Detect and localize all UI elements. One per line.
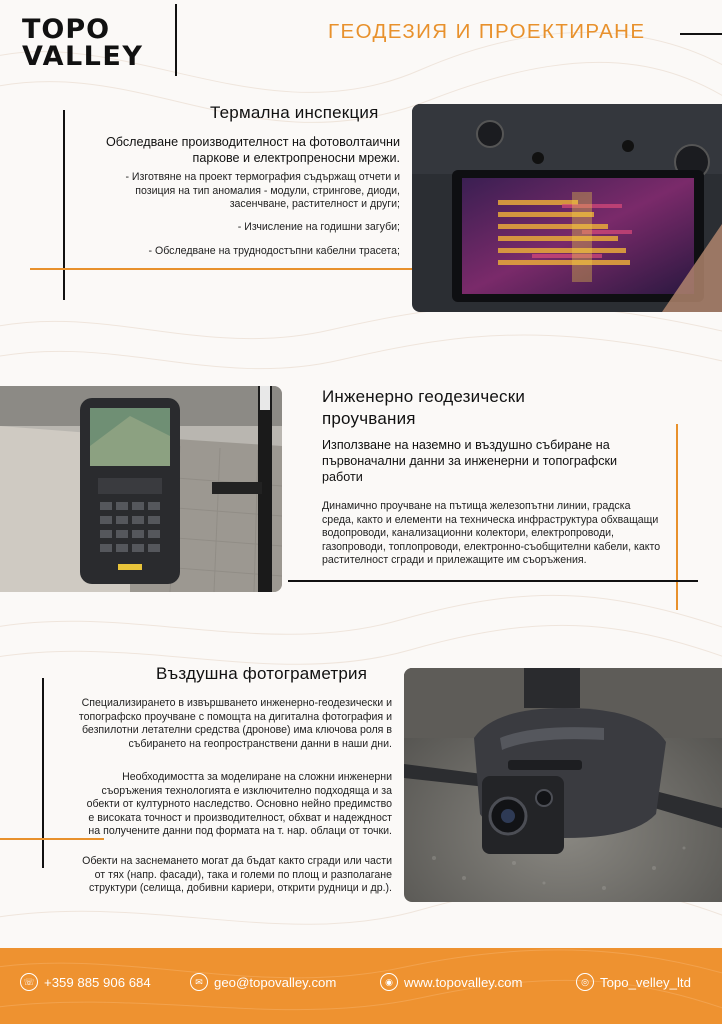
section3-title: Въздушна фотограметрия — [156, 664, 368, 683]
section1-hline — [30, 268, 438, 270]
section1-bullet-3: - Обследване на труднодостъпни кабелни трасета; — [148, 245, 400, 257]
section3-hline — [0, 838, 104, 840]
website-url: www.topovalley.com — [404, 974, 523, 990]
section2-lead: Използване на наземно и въздушно събиране на първоначални данни за инженерни и топографски работи — [322, 438, 618, 484]
footer-social[interactable] — [576, 973, 691, 991]
email-icon: ✉ — [190, 973, 208, 991]
section3-paragraph-2: Необходимостта за моделиране на сложни инженерни съоръжения технологията е изключително подходяща и за обекти от културното наследство. Основно нейно предимство е високата точност и производителност, обхват и надеждност на получените данни под формата на т. нар. облаци от точки. — [86, 771, 392, 838]
drone-photo — [404, 668, 722, 902]
section2-body: Динамично проучване на пътища железопътни линии, градска среда, както и елементи на техническа инфраструктура обхващащи водопроводи, канализационни колектори, електропроводи, газопроводи, топлопроводи, електронно-съобщителни кабели, както растителност сгради и прилежащите им съоръжения. — [322, 500, 661, 567]
footer-website[interactable] — [380, 973, 523, 991]
instagram-icon: ◎ — [576, 973, 594, 991]
section1-lead: Обследване производителност на фотоволтаични паркове и електропреносни мрежи. — [106, 135, 400, 165]
logo-line-2: VALLEY — [22, 41, 144, 72]
logo-line-1: TOPO — [22, 14, 111, 45]
field-controller-photo — [0, 386, 282, 592]
thermal-inspection-photo — [412, 104, 722, 312]
social-handle: Topo_velley_ltd — [600, 974, 691, 990]
phone-number: +359 885 906 684 — [44, 974, 151, 990]
title-dash — [680, 33, 722, 35]
logo-divider — [175, 4, 177, 76]
section1-vline — [63, 110, 65, 300]
section2-hline — [288, 580, 698, 582]
section1-bullet-2: - Изчисление на годишни загуби; — [237, 221, 400, 233]
section3-paragraph-3: Обекти на заснемането могат да бъдат както сгради или части от тях (напр. фасади), така и големи по площ и разполагане структури (селища, добивни кариери, открити рудници и др.). — [82, 855, 392, 895]
section2-vline — [676, 424, 678, 610]
footer-contact-bar — [0, 948, 722, 1024]
footer-phone[interactable] — [20, 973, 151, 991]
globe-icon: ◉ — [380, 973, 398, 991]
page-title: ГЕОДЕЗИЯ И ПРОЕКТИРАНЕ — [328, 20, 646, 43]
section1-bullet-1: - Изготвяне на проект термография съдържащ отчети и позиция на тип аномалия - модули, стрингове, диоди, засенчване, растителност и други; — [125, 171, 400, 211]
topo-valley-logo — [22, 16, 143, 70]
email-address: geo@topovalley.com — [214, 974, 337, 990]
section3-paragraph-1: Специализирането в извършването инженерно-геодезически и топографско проучване с помощта на дигитална фотография и безпилотни летателни средства (дронове) има ключова роля в събирането на геопространствени данни в наши дни. — [78, 697, 392, 750]
phone-icon: ☏ — [20, 973, 38, 991]
section1-title: Термална инспекция — [210, 103, 379, 122]
footer-email[interactable] — [190, 973, 336, 991]
section2-title: Инженерно геодезически проучвания — [322, 387, 526, 428]
